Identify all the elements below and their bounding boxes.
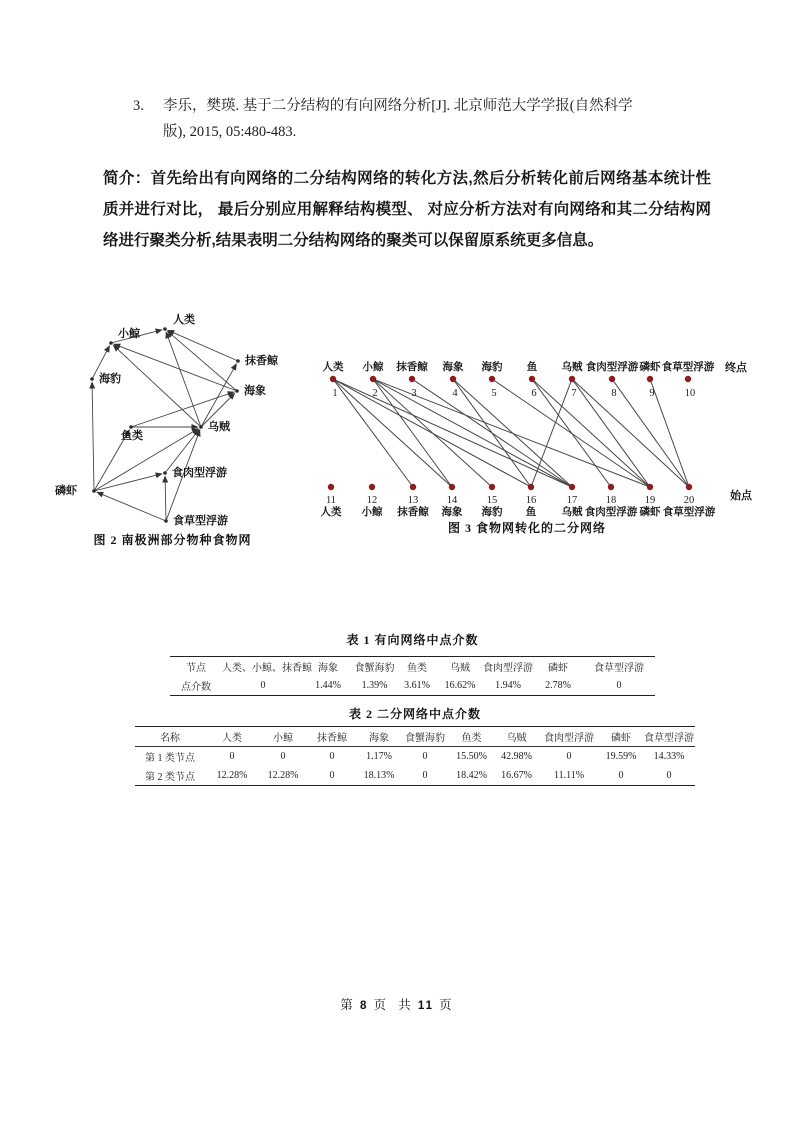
table2-title: 表 2 二分网络中点介数 [348, 707, 481, 721]
table-cell: 第 2 类节点 [145, 772, 195, 783]
bipartite-edge [373, 379, 572, 487]
column-header: 磷虾 [548, 663, 568, 674]
species-label-bottom: 磷虾 [639, 507, 661, 518]
bipartite-start-node [328, 484, 334, 490]
table-cell: 第 1 类节点 [145, 753, 195, 764]
food-web-node [129, 425, 133, 429]
column-header: 食蟹海豹 [401, 727, 449, 747]
column-header: 人类、小鲸、抹香鲸 [222, 663, 312, 674]
food-web-node [199, 425, 203, 429]
bipartite-start-node [608, 484, 614, 490]
node-number-bottom: 17 [566, 495, 578, 506]
table-cell: 12.28% [267, 770, 299, 781]
table-header-row [170, 657, 655, 677]
species-label-bottom: 小鲸 [361, 507, 383, 518]
reference-text [163, 93, 723, 145]
food-web-node [90, 377, 94, 381]
column-header: 食蟹海豹 [354, 663, 395, 674]
table-cell: 0 [329, 770, 335, 781]
table-cell: 0 [329, 751, 335, 762]
node-number-top: 5 [491, 388, 497, 399]
bipartite-start-node [686, 484, 692, 490]
food-web-node-label: 小鲸 [118, 328, 140, 340]
food-web-edge [168, 330, 238, 361]
bipartite-end-node [647, 376, 653, 382]
food-web-node [92, 489, 96, 493]
abstract-paragraph: 简介：首先给出有向网络的二分结构网络的转化方法,然后分析转化前后网络基本统计性质并进行对比， 最后分别应用解释结构模型、 对应分析方法对有向网络和其二分结构网络进行聚类分析,结果表明二分结构网络的聚类可以保留原系统更多信息。 [103, 170, 711, 249]
bipartite-edge [453, 379, 572, 487]
end-points-label: 终点 [725, 362, 747, 374]
footer-total-pages: 11 [417, 1000, 435, 1012]
column-header: 磷虾 [599, 727, 643, 747]
species-label-top: 磷虾 [639, 362, 661, 373]
table-cell: 12.28% [216, 770, 248, 781]
food-web-node [109, 341, 113, 345]
column-header: 鱼类 [449, 727, 494, 747]
food-web-node-label: 食草型浮游 [173, 515, 228, 527]
food-web-node [164, 519, 168, 523]
bipartite-edge [650, 379, 689, 487]
column-header: 名称 [135, 727, 205, 747]
node-number-bottom: 12 [366, 495, 378, 506]
table1-directed-network-betweenness [170, 656, 655, 696]
table-cell: 0 [616, 680, 622, 691]
table-cell: 0 [422, 751, 428, 762]
column-header: 鱼类 [407, 663, 427, 674]
column-header: 海象 [318, 663, 338, 674]
node-number-top: 8 [611, 388, 617, 399]
node-number-bottom: 20 [683, 495, 695, 506]
bipartite-end-node [409, 376, 415, 382]
species-label-bottom: 人类 [320, 507, 342, 518]
figure3-edges [333, 379, 689, 487]
species-label-top: 人类 [322, 362, 344, 373]
food-web-edge [94, 429, 198, 491]
column-header: 食肉型浮游 [539, 727, 599, 747]
species-label-bottom: 鱼 [525, 507, 537, 518]
food-web-node-label: 磷虾 [55, 485, 77, 497]
bipartite-edge [531, 379, 572, 487]
column-header: 小鲸 [259, 727, 307, 747]
food-web-node-label: 海象 [244, 385, 266, 397]
node-number-top: 6 [531, 388, 537, 399]
node-number-top: 1 [332, 388, 338, 399]
bipartite-edge [532, 379, 650, 487]
food-web-node-label: 人类 [173, 314, 195, 326]
column-header: 人类 [205, 727, 259, 747]
food-web-edge [92, 382, 94, 491]
node-number-top: 4 [452, 388, 458, 399]
figure3-caption: 图 3 食物网转化的二分网络 [447, 521, 606, 535]
food-web-edge [94, 474, 162, 491]
bipartite-end-node [370, 376, 376, 382]
table-cell: 16.67% [501, 770, 532, 781]
footer-text: 第 [340, 998, 355, 1012]
node-number-top: 3 [411, 388, 417, 399]
table-cell: 14.33% [653, 751, 685, 762]
reference-line-2: 版), 2015, 05:480-483. [163, 124, 297, 140]
bipartite-end-node [529, 376, 535, 382]
table-cell: 1.17% [366, 751, 392, 762]
food-web-node [163, 327, 167, 331]
table2-bipartite-network-betweenness [135, 726, 695, 786]
table-cell: 19.59% [605, 751, 637, 762]
column-header: 食肉型浮游 [483, 663, 533, 674]
table-cell: 1.39% [361, 680, 388, 691]
food-web-node-label: 抹香鲸 [245, 355, 278, 367]
table-cell: 3.61% [404, 680, 430, 691]
column-header: 乌贼 [450, 663, 470, 674]
bipartite-end-node [609, 376, 615, 382]
table-cell: 15.50% [456, 751, 487, 762]
start-points-label: 始点 [730, 490, 752, 502]
food-web-edge [113, 345, 201, 427]
species-label-top: 鱼 [526, 362, 538, 373]
bipartite-start-node [528, 484, 534, 490]
food-web-edge [201, 364, 237, 427]
bipartite-edge [572, 379, 689, 487]
species-label-top: 抹香鲸 [396, 362, 428, 373]
footer-text: 页 [373, 998, 388, 1012]
bipartite-end-node [450, 376, 456, 382]
table-cell: 11.11% [553, 770, 585, 781]
food-web-edge [114, 344, 237, 391]
food-web-node [163, 471, 167, 475]
species-label-top: 海象 [442, 362, 464, 373]
node-number-bottom: 18 [605, 495, 617, 506]
food-web-node [236, 359, 240, 363]
species-label-bottom: 乌贼 [561, 507, 583, 518]
table-cell: 1.94% [495, 680, 521, 691]
table-cell: 1.44% [315, 680, 341, 691]
food-web-edge [166, 332, 201, 427]
food-web-node-label: 乌贼 [208, 421, 230, 433]
bipartite-end-node [330, 376, 336, 382]
footer-text: 页 [439, 998, 454, 1012]
table1-title: 表 1 有向网络中点介数 [346, 633, 479, 647]
column-header: 海象 [357, 727, 401, 747]
species-label-bottom: 抹香鲸 [397, 507, 429, 518]
species-label-bottom: 海豹 [481, 507, 503, 518]
column-header: 抹香鲸 [307, 727, 357, 747]
node-number-bottom: 16 [525, 495, 537, 506]
bipartite-end-node [489, 376, 495, 382]
node-number-bottom: 14 [446, 495, 458, 506]
node-number-bottom: 15 [486, 495, 498, 506]
food-web-edge [165, 476, 166, 521]
species-label-top: 食草型浮游 [661, 362, 715, 373]
bipartite-end-node [569, 376, 575, 382]
figure2-nodes [55, 312, 279, 527]
table-cell: 42.98% [501, 751, 532, 762]
column-header: 食草型浮游 [594, 663, 644, 674]
food-web-node-label: 鱼类 [121, 430, 143, 442]
reference-line-1: 李乐，樊瑛. 基于二分结构的有向网络分析[J]. 北京师范大学学报(自然科学 [163, 98, 633, 114]
species-label-bottom: 食肉型浮游 [584, 507, 638, 518]
table-cell: 点介数 [181, 682, 211, 693]
bipartite-end-node [685, 376, 691, 382]
figure2-food-web-graph [50, 310, 310, 534]
species-label-bottom: 海象 [441, 507, 463, 518]
species-label-top: 乌贼 [561, 362, 583, 373]
table-row [135, 747, 695, 767]
column-header: 食草型浮游 [643, 727, 695, 747]
table-cell: 16.62% [444, 680, 476, 691]
table-header-row [135, 727, 695, 747]
footer-text: 共 [398, 998, 413, 1012]
bipartite-start-node [410, 484, 416, 490]
figure3-bipartite-graph [310, 356, 765, 521]
table-cell: 0 [280, 751, 286, 762]
column-header: 乌贼 [494, 727, 539, 747]
food-web-node [235, 389, 239, 393]
table-cell: 0 [229, 751, 235, 762]
reference-item [133, 93, 723, 145]
food-web-node-label: 食肉型浮游 [172, 467, 227, 479]
node-number-bottom: 13 [407, 495, 419, 506]
node-number-top: 9 [649, 388, 655, 399]
bipartite-edge [373, 379, 492, 487]
species-label-top: 海豹 [481, 362, 503, 373]
food-web-edge [97, 492, 166, 521]
footer-page-number: 8 [359, 1000, 369, 1012]
bipartite-start-node [369, 484, 375, 490]
table-cell: 0 [260, 680, 266, 691]
reference-number: 3. [133, 98, 144, 114]
node-number-bottom: 19 [644, 495, 656, 506]
table-row [135, 766, 695, 786]
bipartite-start-node [569, 484, 575, 490]
bipartite-start-node [489, 484, 495, 490]
page-footer [0, 995, 794, 1013]
table-cell: 2.78% [545, 680, 571, 691]
species-label-top: 食肉型浮游 [585, 362, 639, 373]
food-web-node-label: 海豹 [99, 373, 121, 385]
table-cell: 0 [566, 751, 572, 762]
node-number-top: 2 [372, 388, 378, 399]
table-cell: 18.13% [363, 770, 395, 781]
table-cell: 0 [422, 770, 428, 781]
bipartite-start-node [647, 484, 653, 490]
table-cell: 0 [618, 770, 624, 781]
node-number-top: 7 [571, 388, 577, 399]
species-label-bottom: 食草型浮游 [662, 507, 716, 518]
species-label-top: 小鲸 [362, 362, 384, 373]
table-row [170, 676, 655, 696]
table-cell: 18.42% [456, 770, 487, 781]
table-cell: 0 [666, 770, 672, 781]
node-number-bottom: 11 [325, 495, 337, 506]
bipartite-start-node [449, 484, 455, 490]
bipartite-edge [333, 379, 452, 487]
figure2-caption: 图 2 南极洲部分物种食物网 [93, 533, 252, 547]
figure3-nodes [328, 376, 692, 490]
node-number-top: 10 [684, 388, 696, 399]
column-header: 节点 [186, 663, 206, 674]
